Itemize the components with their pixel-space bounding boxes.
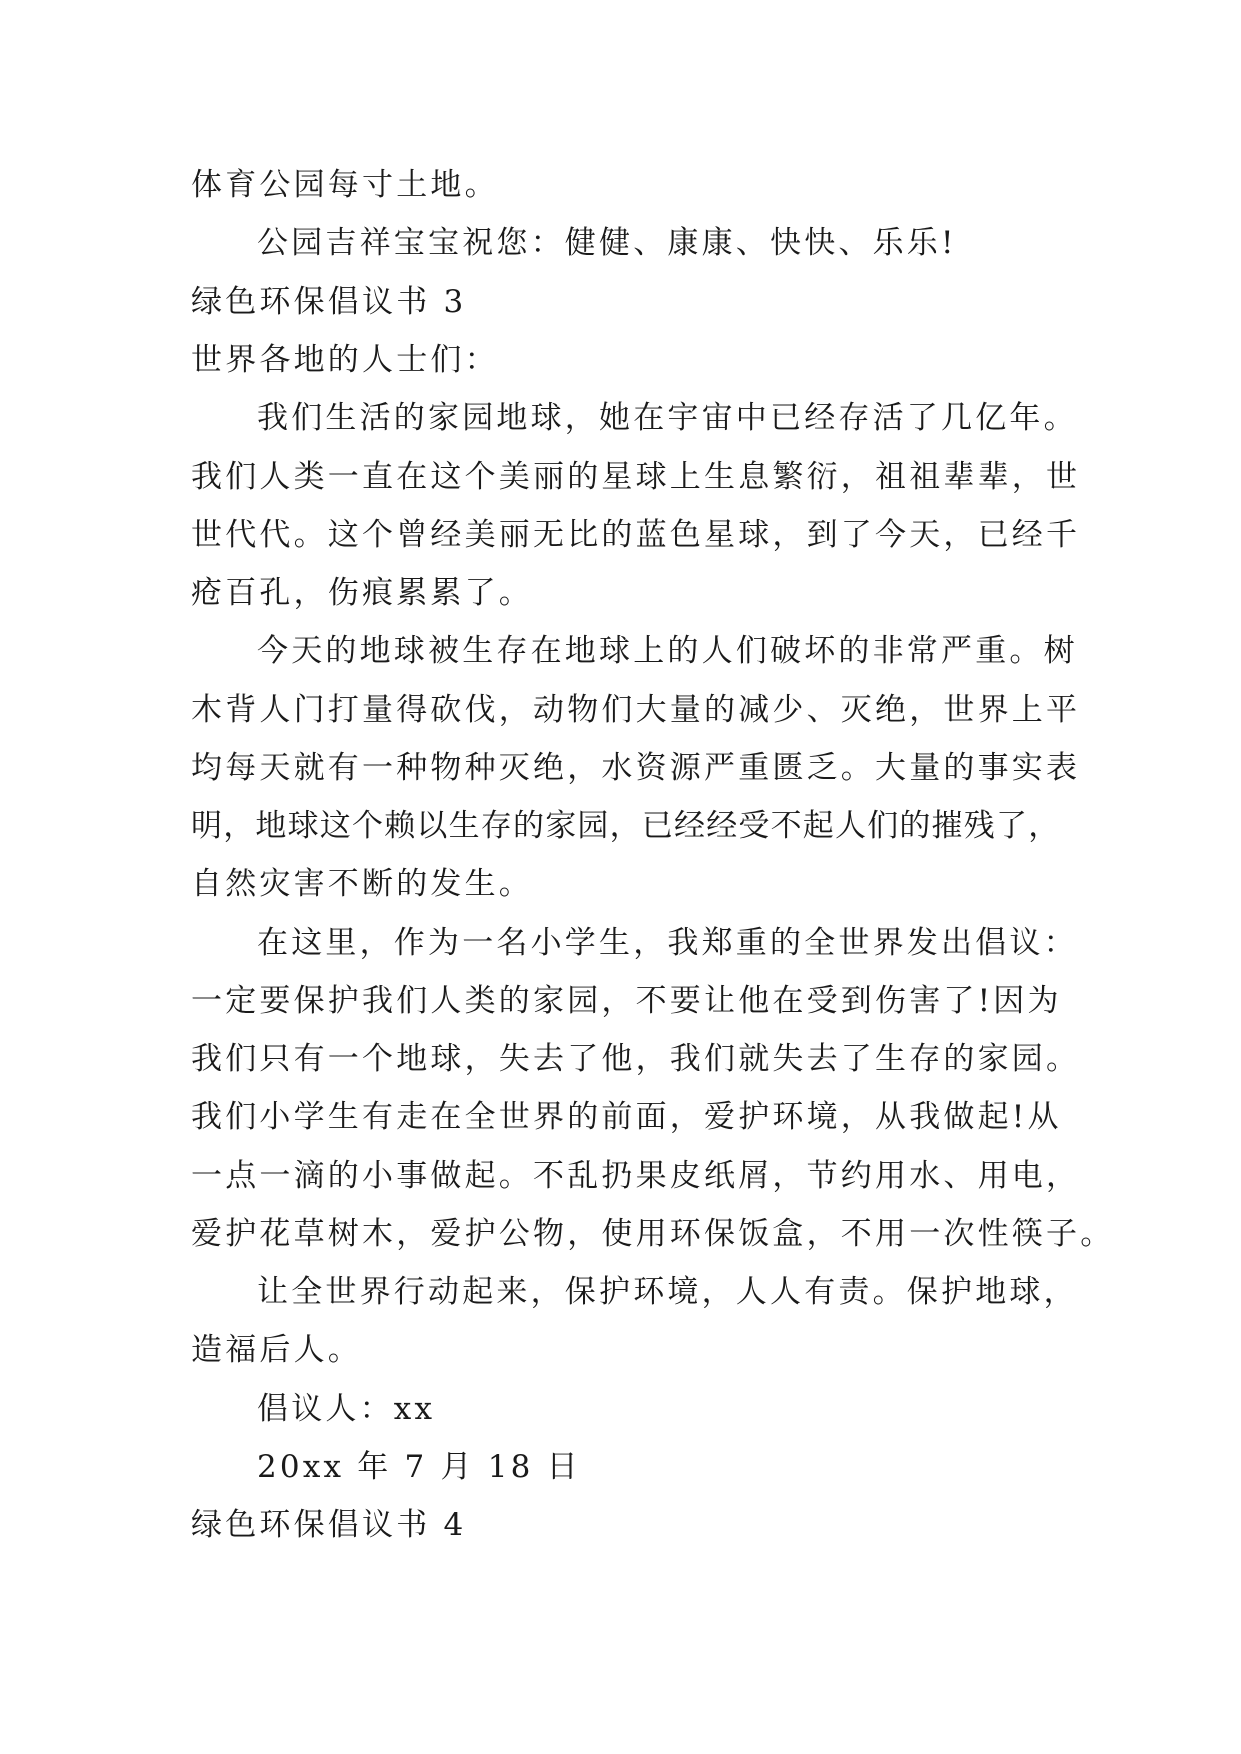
text-line: 体育公园每寸土地。 <box>191 167 499 203</box>
text-line: 我们人类一直在这个美丽的星球上生息繁衍，祖祖辈辈，世 <box>191 459 1081 495</box>
text-line: 世代代。这个曾经美丽无比的蓝色星球，到了今天，已经千 <box>191 517 1081 553</box>
text-line: 木背人门打量得砍伐，动物们大量的减少、灭绝，世界上平 <box>191 692 1081 728</box>
text-line: 自然灾害不断的发生。 <box>191 866 533 902</box>
section-heading: 绿色环保倡议书 4 <box>191 1507 467 1543</box>
text-line: 我们小学生有走在全世界的前面，爱护环境，从我做起!从 <box>191 1099 1062 1135</box>
text-line: 在这里，作为一名小学生，我郑重的全世界发出倡议： <box>257 925 1078 961</box>
text-line: 一定要保护我们人类的家园，不要让他在受到伤害了!因为 <box>191 983 1062 1019</box>
text-line: 公园吉祥宝宝祝您：健健、康康、快快、乐乐! <box>257 225 957 261</box>
text-line: 爱护花草树木，爱护公物，使用环保饭盒，不用一次性筷子。 <box>191 1216 1115 1252</box>
text-line: 今天的地球被生存在地球上的人们破坏的非常严重。树 <box>257 633 1078 669</box>
text-line: 让全世界行动起来，保护环境，人人有责。保护地球， <box>257 1274 1078 1310</box>
salutation: 世界各地的人士们： <box>191 342 499 378</box>
date: 20xx 年 7 月 18 日 <box>257 1449 581 1485</box>
signatory: 倡议人：xx <box>257 1391 436 1427</box>
text-line: 造福后人。 <box>191 1332 362 1368</box>
text-line: 明，地球这个赖以生存的家园，已经经受不起人们的摧残了， <box>191 808 1061 844</box>
text-line: 均每天就有一种物种灭绝，水资源严重匮乏。大量的事实表 <box>191 750 1081 786</box>
text-line: 一点一滴的小事做起。不乱扔果皮纸屑，节约用水、用电， <box>191 1158 1081 1194</box>
section-heading: 绿色环保倡议书 3 <box>191 284 467 320</box>
text-line: 我们只有一个地球，失去了他，我们就失去了生存的家园。 <box>191 1041 1081 1077</box>
text-line: 我们生活的家园地球，她在宇宙中已经存活了几亿年。 <box>257 400 1078 436</box>
text-line: 疮百孔，伤痕累累了。 <box>191 575 533 611</box>
